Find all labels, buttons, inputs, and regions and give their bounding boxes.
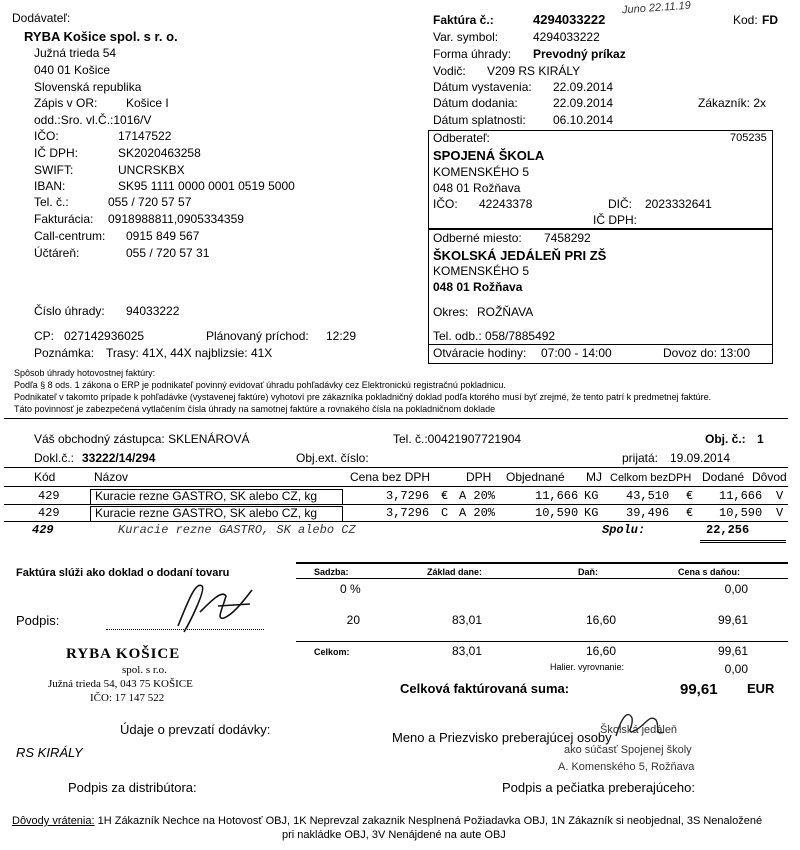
row-1-code: 429	[38, 489, 60, 503]
grand-total-value: 99,61	[680, 681, 718, 698]
row-1-price: 3,7296	[386, 489, 430, 503]
row-2-rate: A 20%	[459, 506, 496, 520]
col-delivered: Dodané	[702, 470, 745, 484]
supplier-billing-label: Fakturácia:	[34, 212, 94, 226]
customer-ico-label: IČO:	[433, 197, 458, 211]
row-2-total: 39,496	[626, 506, 670, 520]
receiver-sign-label: Podpis a pečiatka preberajúceho:	[502, 780, 695, 795]
delivery-tel: Tel. odb.: 058/7885492	[433, 329, 556, 343]
notice-line-4: Táto povinnosť je zabezpečená vytlačením čísla úhrady na samotnej faktúre a rovnakého čísla na pokladničnom doklade	[14, 404, 496, 414]
invoice-label: Faktúra č.:	[433, 13, 494, 27]
supplier-street: Južná trieda 54	[34, 46, 117, 60]
return-reasons-text-2: pri nakládke OBJ, 3V Nenájdené na aute OBJ	[282, 829, 506, 841]
doc-note: Faktúra slúži ako doklad o dodaní tovaru	[16, 567, 230, 579]
due-value: 06.10.2014	[553, 113, 614, 127]
doc-number-value: 33222/14/294	[82, 451, 156, 465]
receiver-stamp-line-2: ako súčasť Spojenej školy	[564, 744, 692, 756]
supplier-ico-value: 17147522	[118, 129, 172, 143]
sum-underline-1	[700, 540, 786, 541]
driver-value: V209 RS KIRÁLY	[487, 64, 581, 78]
delivery-street: KOMENSKÉHO 5	[433, 264, 530, 278]
vat-row-2-rate: 20	[346, 613, 360, 627]
order-number-label: Obj. č.:	[705, 432, 746, 446]
supplier-billing-value: 0918988811,0905334359	[108, 212, 244, 226]
vat-row-2-tax: 16,60	[585, 613, 616, 627]
vat-col-base: Základ dane:	[427, 567, 483, 577]
received-value: 19.09.2014	[670, 451, 731, 465]
hours-value: 07:00 - 14:00	[541, 346, 612, 360]
receiver-stamp-line-1: Školská jedáleň	[600, 724, 678, 736]
doc-number-label: Dokl.č.:	[34, 451, 75, 465]
payment-number-label: Číslo úhrady:	[34, 304, 105, 318]
sum-underline-2	[700, 542, 786, 543]
delivery-date-label: Dátum dodania:	[433, 96, 518, 110]
issue-label: Dátum vystavenia:	[433, 80, 532, 94]
district-label: Okres:	[433, 305, 469, 319]
received-label: prijatá:	[622, 451, 659, 465]
sum-name: Kuracie rezne GASTRO, SK alebo CZ	[118, 523, 356, 537]
customer-dic-label: DIČ:	[608, 197, 632, 211]
order-number-value: 1	[757, 432, 764, 446]
delivery-date-value: 22.09.2014	[553, 96, 614, 110]
cp-label: CP:	[34, 329, 55, 343]
sum-code: 429	[32, 523, 54, 537]
customer-icdph-label: IČ DPH:	[593, 213, 638, 227]
supplier-country: Slovenská republika	[34, 80, 142, 94]
vat-row-1-rate: 0 %	[340, 582, 361, 596]
invoice-number: 4294033222	[533, 12, 606, 27]
supplier-iban-label: IBAN:	[34, 179, 66, 193]
col-name: Názov	[94, 470, 129, 484]
supplier-callcentre-value: 0915 849 567	[126, 229, 200, 243]
customer-street: KOMENSKÉHO 5	[433, 165, 530, 179]
rounding-label: Halier. vyrovnanie:	[550, 662, 625, 672]
vat-total-total: 99,61	[717, 644, 748, 658]
col-code: Kód	[34, 470, 56, 484]
return-reasons-text-1: 1H Zákazník Nechce na Hotovosť OBJ, 1K Neprevzal zakaznik Nesplnená Požiadavka OBJ, 1N Zákazník si neobjednal, 3S Nenaložené	[94, 815, 763, 827]
delivery-city: 048 01 Rožňava	[433, 280, 523, 294]
customer-city: 048 01 Rožňava	[433, 181, 521, 195]
notice-line-1: Spôsob úhrady hotovostnej faktúry:	[14, 368, 156, 378]
row-2-currency: C	[441, 506, 449, 520]
delivery-id: 7458292	[544, 231, 591, 245]
vat-col-tax: Daň:	[578, 567, 598, 577]
until-value: 13:00	[720, 346, 751, 360]
distributor-sign-label: Podpis za distribútora:	[68, 780, 197, 795]
vat-total-label: Celkom:	[314, 647, 350, 657]
col-ordered: Objednané	[506, 470, 565, 484]
stamp-company: RYBA KOŠICE	[66, 646, 181, 662]
row-1-delivered: 11,666	[719, 489, 763, 503]
supplier-icdph-label: IČ DPH:	[34, 146, 79, 160]
supplier-accounting-label: Účtáreň:	[34, 246, 80, 260]
vat-header-line	[296, 578, 788, 579]
row-1-ordered: 11,666	[535, 489, 579, 503]
grand-total-label: Celková faktúrovaná suma:	[400, 681, 570, 696]
row-2-ordered: 10,590	[535, 506, 579, 520]
col-unit: MJ	[586, 470, 602, 484]
vat-total-base: 83,01	[451, 644, 482, 658]
note-value: Trasy: 41X, 44X najblizsie: 41X	[106, 346, 273, 360]
supplier-tel-value: 055 / 720 57 57	[108, 195, 192, 209]
vat-top-line	[296, 562, 788, 564]
row-1-currency: €	[441, 489, 449, 503]
supplier-swift-label: SWIFT:	[34, 163, 74, 177]
vat-col-rate: Sadzba:	[314, 567, 349, 577]
notice-line-3: Podnikateľ v takomto prípade k pohľadávke (vystavenej faktúre) vyhotoví pre zákazníka pokladničný doklad podľa ktorého musí byť zrejmé, že tento patrí k predmetnej faktúre.	[14, 392, 712, 402]
sign-label: Podpis:	[16, 613, 60, 628]
arrival-value: 12:29	[326, 329, 357, 343]
vat-col-total: Cena s daňou:	[678, 567, 741, 577]
note-label: Poznámka:	[34, 346, 95, 360]
sum-value: 22,256	[706, 523, 750, 537]
row-2-unit: KG	[584, 506, 599, 520]
row-1-rate: A 20%	[459, 489, 496, 503]
customer-label: Odberateľ:	[433, 131, 490, 145]
sum-label: Spolu:	[602, 523, 646, 537]
supplier-register-label: Zápis v OR:	[34, 96, 98, 110]
until-label: Dovoz do:	[663, 346, 718, 360]
code-label: Kod:	[733, 13, 758, 27]
row-2-price: 3,7296	[386, 506, 430, 520]
handover-title: Údaje o prevzatí dodávky:	[120, 722, 271, 737]
vat-total-line	[296, 641, 788, 642]
supplier-tel-label: Tel. č.:	[34, 195, 69, 209]
customer-count: Zákazník: 2x	[698, 96, 767, 110]
handwritten-note: Juno 22.11.19	[621, 0, 692, 17]
supplier-icdph-value: SK2020463258	[118, 146, 201, 160]
row-2-name: Kuracie rezne GASTRO, SK alebo CZ, kg	[95, 506, 318, 520]
vat-total-tax: 16,60	[585, 644, 616, 658]
stamp-address: Južná trieda 54, 043 75 KOŠICE	[48, 678, 193, 690]
payment-number-value: 94033222	[126, 304, 180, 318]
supplier-heading: Dodávateľ:	[12, 11, 71, 25]
due-label: Dátum splatnosti:	[433, 113, 526, 127]
vat-row-1-total: 0,00	[724, 582, 748, 596]
signature-2	[610, 706, 670, 746]
row-2-total-currency: €	[686, 506, 694, 520]
notice-divider	[4, 418, 788, 419]
ext-order-label: Obj.ext. číslo:	[296, 451, 369, 465]
hours-divider	[428, 344, 772, 345]
supplier-iban-value: SK95 1111 0000 0001 0519 5000	[118, 179, 295, 193]
supplier-accounting-value: 055 / 720 57 31	[126, 246, 210, 260]
row-1-total: 43,510	[626, 489, 670, 503]
handover-driver: RS KIRÁLY	[16, 745, 83, 760]
hours-label: Otváracie hodiny:	[433, 346, 527, 360]
code-value: FD	[762, 13, 778, 27]
delivery-label: Odberné miesto:	[433, 231, 522, 245]
supplier-register-value: Košice I	[126, 96, 169, 110]
row-1-divider	[4, 504, 788, 505]
return-reasons-label: Dôvody vrátenia:	[12, 815, 95, 827]
driver-label: Vodič:	[433, 64, 466, 78]
supplier-ico-label: IČO:	[34, 129, 59, 143]
supplier-city: 040 01 Košice	[34, 63, 111, 77]
grand-total-currency: EUR	[747, 681, 775, 696]
table-header-divider	[4, 486, 788, 487]
supplier-callcentre-label: Call-centrum:	[34, 229, 106, 243]
col-vat: DPH	[466, 470, 492, 484]
supplier-name: RYBA Košice spol. s r. o.	[24, 29, 178, 44]
payment-form-value: Prevodný príkaz	[533, 47, 626, 61]
col-reason: Dôvod	[752, 470, 787, 484]
vat-row-2-total: 99,61	[717, 613, 748, 627]
return-reasons	[12, 815, 762, 828]
col-total: Celkom bezDPH	[610, 472, 692, 484]
row-1-name: Kuracie rezne GASTRO, SK alebo CZ, kg	[95, 489, 318, 503]
customer-ico-value: 42243378	[479, 197, 533, 211]
row-1-total-currency: €	[686, 489, 694, 503]
order-divider	[4, 467, 788, 468]
supplier-swift-value: UNCRSKBX	[118, 163, 185, 177]
rounding-value: 0,00	[724, 662, 748, 676]
row-2-reason: V	[776, 506, 784, 520]
stamp-ico: IČO: 17 147 522	[90, 692, 165, 704]
col-price: Cena bez DPH	[350, 470, 431, 484]
issue-value: 22.09.2014	[553, 80, 614, 94]
delivery-name: ŠKOLSKÁ JEDÁLEŇ PRI ZŠ	[433, 248, 607, 263]
row-1-reason: V	[776, 489, 784, 503]
customer-id: 705235	[730, 132, 767, 144]
vat-row-2-base: 83,01	[451, 613, 482, 627]
row-1-unit: KG	[584, 489, 599, 503]
row-2-divider	[4, 521, 788, 522]
supplier-section: odd.:Sro. vl.Č.:1016/V	[34, 113, 152, 127]
sales-rep: Váš obchodný zástupca: SKLENÁROVÁ	[34, 432, 250, 446]
cp-value: 027142936025	[64, 329, 145, 343]
stamp-legal-form: spol. s r.o.	[122, 664, 167, 676]
varsym-value: 4294033222	[533, 30, 600, 44]
row-2-code: 429	[38, 506, 60, 520]
receiver-stamp-line-3: A. Komenského 5, Rožňava	[558, 761, 695, 773]
payment-form-label: Forma úhrady:	[433, 47, 512, 61]
customer-name: SPOJENÁ ŠKOLA	[433, 148, 545, 163]
notice-line-2: Podľa § 8 ods. 1 zákona o ERP je podnikateľ povinný evidovať úhradu pohľadávky cez Elektronickú registračnú pokladnicu.	[14, 380, 506, 390]
row-2-delivered: 10,590	[719, 506, 763, 520]
rep-tel: Tel. č.:00421907721904	[393, 432, 522, 446]
customer-dic-value: 2023332641	[645, 197, 712, 211]
arrival-label: Plánovaný príchod:	[206, 329, 309, 343]
district-value: ROŽŇAVA	[477, 305, 534, 319]
varsym-label: Var. symbol:	[433, 30, 499, 44]
receiver-name-label: Meno a Priezvisko preberajúcej osoby	[392, 730, 612, 745]
signature-1	[160, 576, 264, 636]
